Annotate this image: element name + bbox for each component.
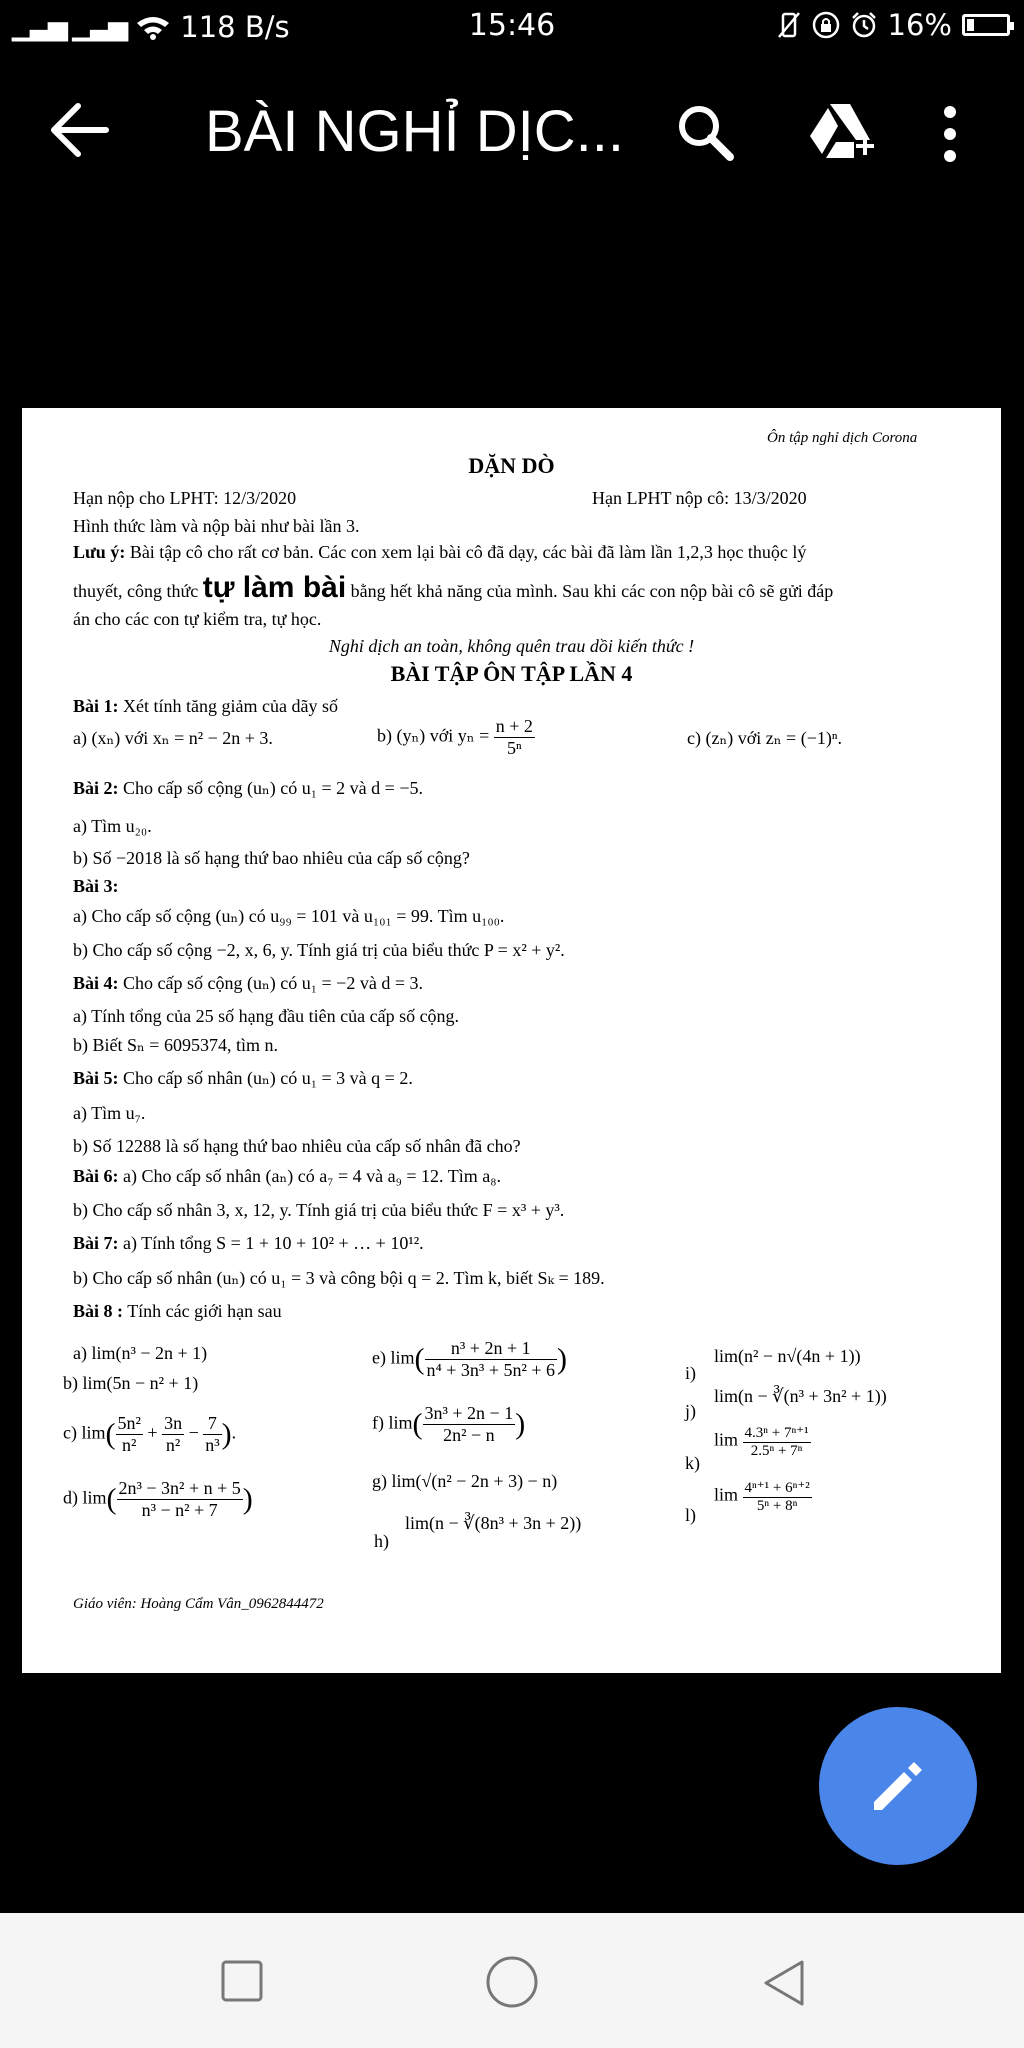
bai5-title — [73, 1068, 413, 1089]
limit-d: d) lim( $\frac{\text{2n³ − 3n² + n + 5}}{\text{n³ − n² + 7}}$ ) — [63, 1478, 253, 1520]
limit-i-label: i) — [685, 1363, 696, 1383]
limit-e-den: n⁴ + 3n³ + 5n² + 6 — [426, 1360, 556, 1380]
status-bar — [0, 0, 1024, 52]
bai8-text: Tính các giới hạn sau — [123, 1301, 282, 1321]
limit-c-t2-den: n² — [165, 1435, 181, 1455]
alarm-icon — [850, 11, 878, 39]
document-title: BÀI NGHỈ DỊC... — [205, 99, 624, 164]
note-text-2a: thuyết, công thức — [73, 581, 203, 601]
bai2-text: Cho cấp số cộng (uₙ) có u₁ = 2 và d = −5. — [118, 778, 423, 798]
bai4-b: b) Biết Sₙ = 6095374, tìm n. — [73, 1035, 278, 1055]
limit-d-label: d) lim — [63, 1487, 107, 1508]
note-line-2 — [73, 571, 833, 605]
app-bar — [0, 60, 1024, 200]
limit-e-frac — [425, 1338, 558, 1381]
note-label: Lưu ý: — [73, 542, 126, 562]
note-text-2b: bằng hết khả năng của mình. Sau khi các con nộp bài cô sẽ gửi đáp — [346, 581, 834, 601]
edit-fab-button[interactable] — [819, 1707, 977, 1865]
heading-bai-tap: BÀI TẬP ÔN TẬP LẦN 4 — [390, 661, 633, 686]
bai4-a: a) Tính tổng của 25 số hạng đầu tiên của cấp số cộng. — [73, 1006, 460, 1026]
limit-a: a) lim(n³ − 2n + 1) — [73, 1343, 208, 1363]
battery-icon — [962, 14, 1010, 36]
bai6-label: Bài 6: — [73, 1166, 119, 1186]
limit-k-den: 2.5ⁿ + 7ⁿ — [750, 1443, 803, 1459]
bai7-text: a) Tính tổng S = 1 + 10 + 10² + … + 10¹². — [118, 1233, 424, 1253]
bai5-b: b) Số 12288 là số hạng thứ bao nhiêu của cấp số nhân đã cho? — [73, 1136, 521, 1156]
teacher-signature: Giáo viên: Hoàng Cẩm Vân_0962844472 — [73, 1596, 324, 1612]
lock-rotation-icon — [812, 11, 840, 39]
recents-square-icon[interactable] — [220, 1959, 264, 2003]
status-right — [776, 8, 1010, 42]
bai3-label: Bài 3: — [73, 876, 119, 896]
note-line-3: án cho các con tự kiểm tra, tự học. — [73, 609, 322, 629]
bai2-title — [73, 778, 423, 799]
limit-j: lim(n − ∛(n³ + 3n² + 1)) — [714, 1386, 887, 1406]
more-options-icon[interactable] — [938, 104, 962, 164]
limit-h: lim(n − ∛(8n³ + 3n + 2)) — [405, 1513, 582, 1533]
vibrate-off-icon — [776, 11, 802, 39]
signal-icon: ▁▃▅ ▁▃▅ — [12, 12, 127, 42]
bai6-text: a) Cho cấp số nhân (aₙ) có a₇ = 4 và a₉ = 12. Tìm a₈. — [118, 1166, 501, 1186]
bai4-title — [73, 973, 423, 994]
limit-k-num: 4.3ⁿ + 7ⁿ⁺¹ — [744, 1425, 809, 1441]
note-emphasis: tự làm bài — [202, 571, 347, 604]
document-page — [22, 408, 1001, 1673]
bai1-label: Bài 1: — [73, 696, 119, 716]
limit-e: e) lim( $\frac{\text{n³ + 2n + 1}}{\text{n⁴ + 3n³ + 5n² + 6}}$ ) — [372, 1338, 568, 1380]
pencil-icon — [868, 1756, 928, 1816]
limit-d-num: 2n³ − 3n² + n + 5 — [118, 1478, 241, 1498]
limit-f-num: 3n³ + 2n − 1 — [424, 1403, 514, 1423]
limit-b: b) lim(5n − n² + 1) — [63, 1373, 199, 1393]
bai4-text: Cho cấp số cộng (uₙ) có u₁ = −2 và d = 3. — [118, 973, 423, 993]
bai2-b: b) Số −2018 là số hạng thứ bao nhiêu của cấp số cộng? — [73, 848, 470, 868]
limit-f-label: f) lim — [372, 1412, 413, 1433]
limit-c-t3-den: n³ — [205, 1435, 220, 1455]
bai1-b-pre: b) (yₙ) với yₙ = — [377, 725, 490, 746]
home-circle-icon[interactable] — [485, 1955, 539, 2009]
motto: Nghỉ dịch an toàn, không quên trau dồi kiến thức ! — [328, 636, 695, 656]
bai5-text: Cho cấp số nhân (uₙ) có u₁ = 3 và q = 2. — [118, 1068, 413, 1088]
limit-l-frac — [743, 1478, 812, 1515]
limit-c-t3-num: 7 — [203, 1413, 221, 1435]
back-triangle-icon[interactable] — [762, 1959, 806, 2007]
limit-d-den: n³ − n² + 7 — [141, 1500, 218, 1520]
bai8-title — [73, 1301, 282, 1322]
network-speed: 118 B/s — [180, 10, 290, 44]
deadline-right: Hạn LPHT nộp cô: 13/3/2020 — [592, 488, 807, 508]
deadline-left: Hạn nộp cho LPHT: 12/3/2020 — [73, 488, 297, 508]
bai7-label: Bài 7: — [73, 1233, 119, 1253]
bai3-b: b) Cho cấp số cộng −2, x, 6, y. Tính giá trị của biểu thức P = x² + y². — [73, 940, 565, 960]
limit-e-num: n³ + 2n + 1 — [425, 1338, 558, 1360]
bai1-c: c) (zₙ) với zₙ = (−1)ⁿ. — [687, 728, 843, 748]
limit-l-label: l) — [685, 1505, 696, 1525]
bai4-label: Bài 4: — [73, 973, 119, 993]
format-line: Hình thức làm và nộp bài như bài lần 3. — [73, 516, 360, 536]
header-note: Ôn tập nghỉ dịch Corona — [767, 430, 918, 446]
limit-j-label: j) — [685, 1401, 696, 1421]
add-to-drive-icon[interactable] — [806, 100, 876, 166]
limit-f-frac — [423, 1403, 516, 1446]
status-time: 15:46 — [468, 8, 556, 43]
limit-l-lim: lim — [714, 1484, 739, 1505]
limit-f-den: 2n² − n — [443, 1425, 495, 1445]
limit-d-frac — [117, 1478, 243, 1521]
limit-k — [714, 1423, 811, 1460]
search-icon[interactable] — [675, 102, 735, 162]
limit-l-den: 5ⁿ + 8ⁿ — [756, 1498, 798, 1514]
bai8-label: Bài 8 : — [73, 1301, 124, 1321]
bai1-b-num: n + 2 — [495, 716, 533, 736]
bai5-a: a) Tìm u₇. — [73, 1103, 146, 1123]
bai7-title — [73, 1233, 424, 1254]
limit-l — [714, 1478, 812, 1515]
limit-c-t2-num: 3n — [164, 1413, 183, 1433]
bai1-b — [377, 716, 535, 759]
bai2-label: Bài 2: — [73, 778, 119, 798]
limit-c-t1-den: n² — [122, 1435, 137, 1455]
limit-c-label: c) lim — [63, 1422, 106, 1443]
note-line-1 — [73, 542, 806, 563]
limit-l-num: 4ⁿ⁺¹ + 6ⁿ⁺² — [744, 1480, 810, 1496]
bai3-a: a) Cho cấp số cộng (uₙ) có u₉₉ = 101 và u₁₀₁ = 99. Tìm u₁₀₀. — [73, 906, 505, 926]
limit-k-label: k) — [685, 1453, 700, 1473]
limit-k-frac — [743, 1423, 811, 1460]
bai2-a: a) Tìm u₂₀. — [73, 816, 152, 836]
bai6-title — [73, 1166, 501, 1187]
bai5-label: Bài 5: — [73, 1068, 119, 1088]
limit-c-frac-2 — [162, 1413, 184, 1456]
bai1-text: Xét tính tăng giảm của dãy số — [118, 696, 338, 716]
limit-c: c) lim( $\frac{\text{5n²}}{\text{n²}}$ + $\frac{3n}{\text{n²}}$ − $\frac{7}{\text{n³}}$ ). — [63, 1413, 237, 1455]
system-nav-bar — [0, 1913, 1024, 2048]
bai1-b-den: 5ⁿ — [506, 738, 522, 758]
back-arrow-icon[interactable] — [50, 102, 110, 158]
bai1-title — [73, 696, 338, 717]
bai1-a: a) (xₙ) với xₙ = n² − 2n + 3. — [73, 728, 273, 748]
limit-f: f) lim( $\frac{\text{3n³ + 2n − 1}}{\text{2n² − n}}$ ) — [372, 1403, 526, 1445]
limit-c-frac-1 — [116, 1413, 143, 1456]
battery-percent: 16% — [887, 8, 952, 42]
limit-c-frac-3 — [203, 1413, 221, 1456]
note-text-1: Bài tập cô cho rất cơ bản. Các con xem lại bài cô đã dạy, các bài đã làm lần 1,2,3 học thuộc lý — [125, 542, 807, 562]
limit-i: lim(n² − n√(4n + 1)) — [714, 1346, 861, 1366]
limit-h-label: h) — [374, 1531, 389, 1551]
bai7-b: b) Cho cấp số nhân (uₙ) có u₁ = 3 và công bội q = 2. Tìm k, biết Sₖ = 189. — [73, 1268, 605, 1288]
limit-g: g) lim(√(n² − 2n + 3) − n) — [372, 1471, 558, 1491]
heading-dan-do: DẶN DÒ — [468, 453, 555, 478]
limit-c-t1-num: 5n² — [117, 1413, 141, 1433]
bai1-b-frac — [494, 716, 535, 759]
limit-e-label: e) lim — [372, 1347, 415, 1368]
limit-k-lim: lim — [714, 1429, 739, 1450]
bai6-b: b) Cho cấp số nhân 3, x, 12, y. Tính giá trị của biểu thức F = x³ + y³. — [73, 1200, 565, 1220]
